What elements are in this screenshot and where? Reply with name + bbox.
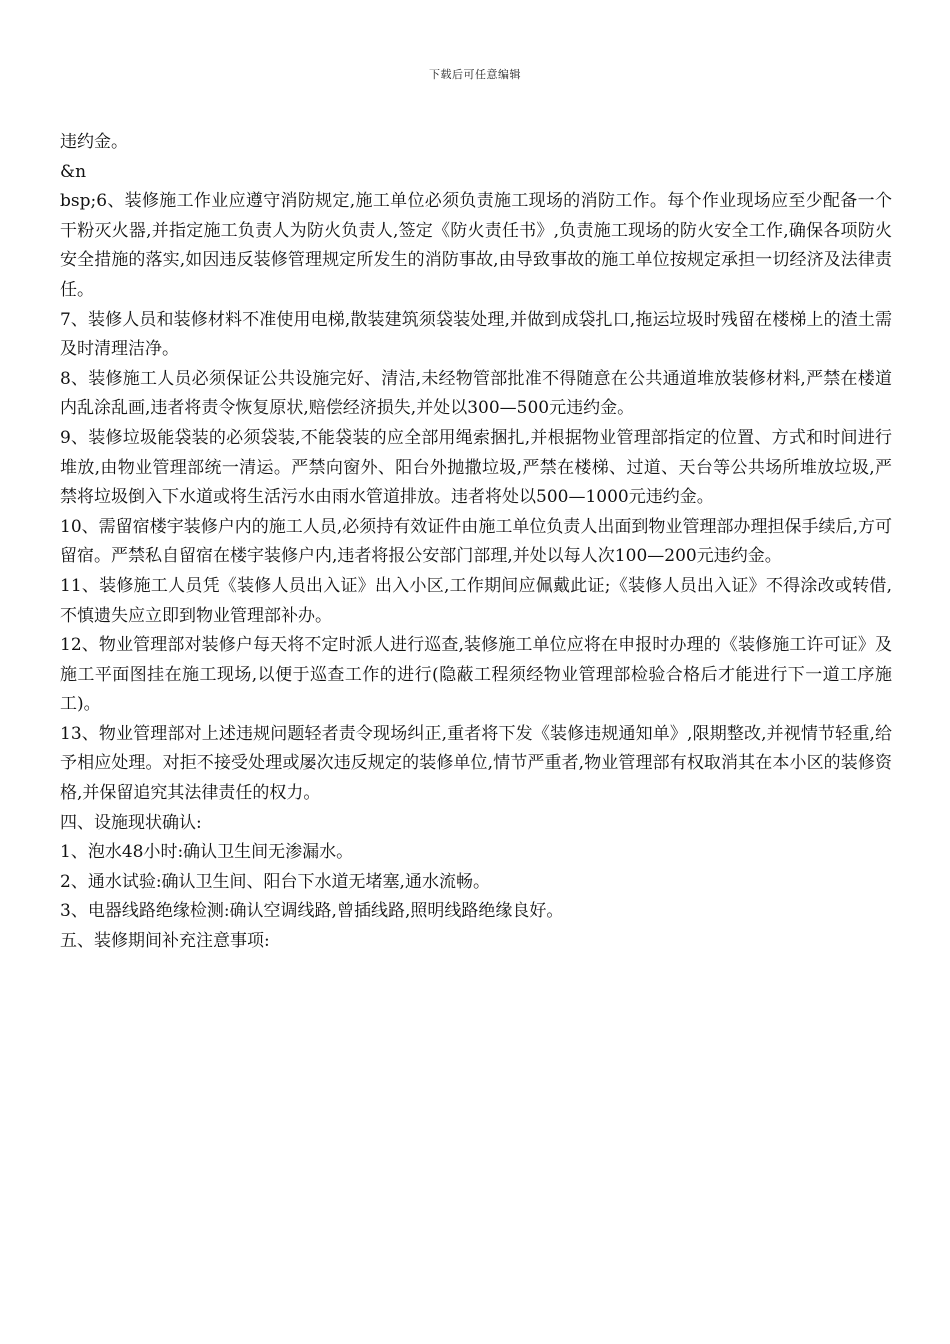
paragraph-item-12-inspection: 12、物业管理部对装修户每天将不定时派人进行巡查,装修施工单位应将在申报时办理的《装修施工许可证》及施工平面图挂在施工现场,以便于巡查工作的进行(隐蔽工程须经物业管理部检验合格后才能进行下一道工序施工)。 [60, 635, 892, 715]
paragraph-item-11-access-pass: 11、装修施工人员凭《装修人员出入证》出入小区,工作期间应佩戴此证;《装修人员出入证》不得涂改或转借,不慎遗失应立即到物业管理部补办。 [60, 575, 892, 626]
paragraph-item-8-public-facilities: 8、装修施工人员必须保证公共设施完好、清洁,未经物管部批准不得随意在公共通道堆放装修材料,严禁在楼道内乱涂乱画,违者将责令恢复原状,赔偿经济损失,并处以300—500元违约金。 [60, 368, 892, 419]
paragraph-entity-fragment: &n [60, 161, 87, 182]
section-heading-5: 五、装修期间补充注意事项: [60, 931, 270, 952]
paragraph-item-10-overnight-stay: 10、需留宿楼宇装修户内的施工人员,必须持有效证件由施工单位负责人出面到物业管理部办理担保手续后,方可留宿。严禁私自留宿在楼宇装修户内,违者将报公安部门部理,并处以每人次100—200元违约金。 [60, 516, 892, 567]
paragraph-check-3: 3、电器线路绝缘检测:确认空调线路,曾插线路,照明线路绝缘良好。 [60, 901, 564, 922]
paragraph-item-6-fire-safety: bsp;6、装修施工作业应遵守消防规定,施工单位必须负责施工现场的消防工作。每个作业现场应至少配备一个干粉灭火器,并指定施工负责人为防火负责人,签定《防火责任书》,负责施工现场的防火安全工作,确保各项防火安全措施的落实,如因违反装修管理规定所发生的消防事故,由导致事故的施工单位按规定承担一切经济及法律责任。 [60, 191, 892, 300]
paragraph-item-7-elevator: 7、装修人员和装修材料不准使用电梯,散装建筑须袋装处理,并做到成袋扎口,拖运垃圾时残留在楼梯上的渣土需及时清理洁净。 [60, 309, 892, 360]
document-body [60, 128, 892, 957]
paragraph-item-13-violations: 13、物业管理部对上述违规问题轻者责令现场纠正,重者将下发《装修违规通知单》,限期整改,并视情节轻重,给予相应处理。对拒不接受处理或屡次违反规定的装修单位,情节严重者,物业管理部有权取消其在本小区的装修资格,并保留追究其法律责任的权力。 [60, 723, 892, 804]
page-header: 下载后可任意编辑 [429, 68, 521, 81]
paragraph-check-2: 2、通水试验:确认卫生间、阳台下水道无堵塞,通水流畅。 [60, 871, 490, 892]
paragraph-item-9-waste: 9、装修垃圾能袋装的必须袋装,不能袋装的应全部用绳索捆扎,并根据物业管理部指定的位置、方式和时间进行堆放,由物业管理部统一清运。严禁向窗外、阳台外抛撒垃圾,严禁在楼梯、过道、天台等公共场所堆放垃圾,严禁将垃圾倒入下水道或将生活污水由雨水管道排放。违者将处以500—1000元违约金。 [60, 427, 892, 508]
paragraph-check-1: 1、泡水48小时:确认卫生间无渗漏水。 [60, 842, 354, 863]
paragraph-penalty-end: 违约金。 [60, 132, 128, 152]
section-heading-4: 四、设施现状确认: [60, 812, 202, 833]
